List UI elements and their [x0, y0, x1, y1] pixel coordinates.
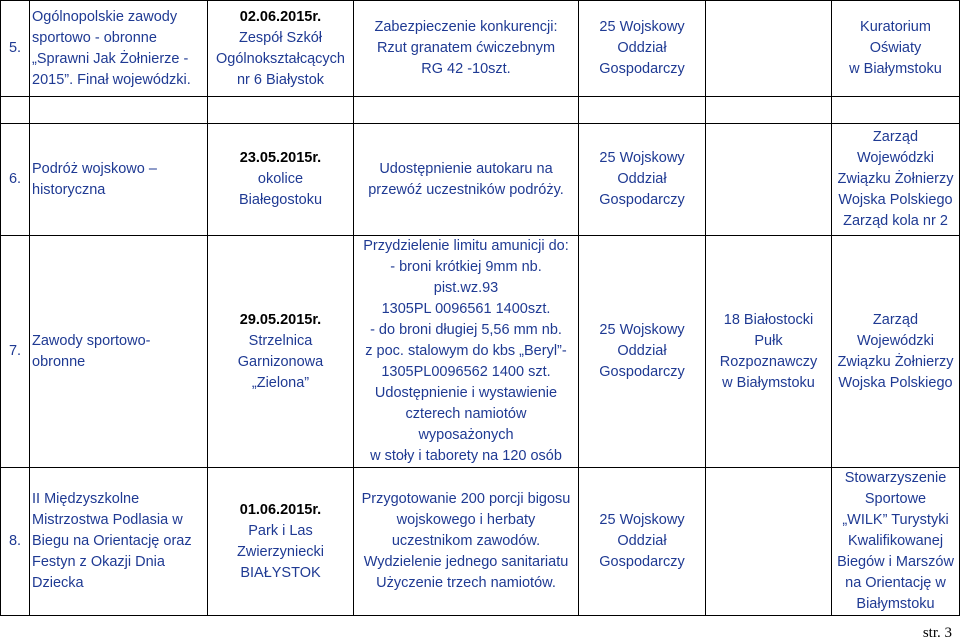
support-task: [354, 1, 579, 97]
organizer-line: Stowarzyszenie: [844, 470, 947, 486]
supporting-unit-line: 25 Wojskowy: [599, 150, 685, 166]
supporting-unit-line: Gospodarczy: [599, 364, 685, 380]
organizer-line: Zarząd: [872, 311, 919, 328]
separator-cell: [579, 97, 706, 124]
organizer: [832, 468, 960, 616]
table-row: [1, 468, 960, 616]
event-name-line: historyczna: [32, 181, 106, 198]
support-task-line: Użyczenie trzech namiotów.: [376, 575, 556, 591]
organizer-line: na Orientację w: [845, 575, 946, 591]
event-date: 29.05.2015r.: [239, 311, 322, 328]
event-name-line: Ogólnopolskie zawody: [32, 8, 178, 25]
support-task-line: Wydzielenie jednego sanitariatu: [363, 554, 569, 570]
supporting-unit-line: Oddział: [617, 343, 667, 359]
organizer-line: Kwalifikowanej: [847, 533, 944, 549]
organizer-line: Zarząd kola nr 2: [843, 213, 948, 229]
event-date: 01.06.2015r.: [239, 501, 322, 518]
support-task: [354, 236, 579, 468]
event-name-line: Zawody sportowo-: [32, 332, 151, 349]
separator-cell: [832, 97, 960, 124]
organizer-line: Wojewódzki: [856, 332, 935, 349]
organizer-line: Oświaty: [869, 40, 922, 56]
row-number: 7.: [1, 236, 30, 468]
support-task-line: Przygotowanie 200 porcji bigosu: [361, 491, 571, 507]
separator-cell: [208, 97, 354, 124]
event-date: 02.06.2015r.: [239, 8, 322, 25]
event-date-place: [208, 1, 354, 97]
supporting-unit: [579, 124, 706, 236]
support-task-line: z poc. stalowym do kbs „Beryl”-: [365, 343, 567, 359]
supporting-unit-line: Oddział: [617, 171, 667, 187]
event-place-line: Zespół Szkół: [238, 29, 322, 46]
supporting-unit-line: Gospodarczy: [599, 192, 685, 208]
event-date-place: [208, 124, 354, 236]
separator-cell: [354, 97, 579, 124]
event-name-line: II Międzyszkolne: [32, 491, 140, 507]
organizer: [832, 1, 960, 97]
support-task-line: Zabezpieczenie konkurencji:: [374, 19, 558, 35]
partner-unit-line: Pułk: [754, 332, 783, 349]
organizer-line: Wojska Polskiego: [838, 374, 953, 391]
support-task-line: 1305PL0096562 1400 szt.: [381, 364, 551, 380]
event-name: [30, 468, 208, 616]
event-name-line: „Sprawni Jak Żołnierze -: [32, 50, 189, 67]
support-task-line: Udostępnienie i wystawienie: [374, 385, 558, 401]
event-place-line: „Zielona”: [251, 374, 310, 391]
event-date-place: [208, 236, 354, 468]
event-name-line: Festyn z Okazji Dnia: [32, 554, 165, 570]
event-date: 23.05.2015r.: [239, 150, 322, 166]
supporting-unit-line: 25 Wojskowy: [599, 322, 685, 338]
table-row: [1, 1, 960, 97]
organizer-line: Sportowe: [864, 491, 927, 507]
support-task: [354, 124, 579, 236]
table-row: [1, 124, 960, 236]
event-name: [30, 1, 208, 97]
support-task-line: 1305PL 0096561 1400szt.: [381, 301, 551, 317]
supporting-unit: [579, 1, 706, 97]
event-name-line: Dziecka: [32, 575, 84, 591]
support-task-line: w stoły i taborety na 120 osób: [370, 448, 562, 464]
support-task-line: wojskowego i herbaty: [396, 512, 536, 528]
row-number: 8.: [1, 468, 30, 616]
partner-unit: [706, 124, 832, 236]
organizer-line: Biegów i Marszów: [837, 554, 954, 570]
support-task-line: Rzut granatem ćwiczebnym: [376, 40, 556, 56]
page-number: str. 3: [922, 625, 952, 641]
event-place-line: Strzelnica: [248, 332, 313, 349]
row-number: 5.: [1, 1, 30, 97]
support-task-line: - do broni długiej 5,56 mm nb.: [370, 322, 562, 338]
separator-cell: [706, 97, 832, 124]
separator-cell: [30, 97, 208, 124]
organizer: [832, 124, 960, 236]
organizer-line: Zarząd: [872, 129, 919, 145]
supporting-unit: [579, 468, 706, 616]
supporting-unit-line: Gospodarczy: [599, 554, 685, 570]
event-date-place: [208, 468, 354, 616]
organizer-line: Kuratorium: [860, 19, 931, 35]
separator-cell: [1, 97, 30, 124]
organizer-line: Białymstoku: [856, 596, 935, 612]
supporting-unit-line: Oddział: [617, 40, 667, 56]
support-task-line: Przydzielenie limitu amunicji do:: [363, 238, 569, 254]
partner-unit: [706, 1, 832, 97]
supporting-unit-line: Gospodarczy: [599, 61, 685, 77]
event-place-line: okolice: [257, 171, 304, 187]
organizer-line: Wojska Polskiego: [838, 192, 953, 208]
event-name-line: 2015”. Finał wojewódzki.: [32, 71, 191, 88]
support-task-line: uczestnikom zawodów.: [391, 533, 541, 549]
event-name-line: Podróż wojskowo –: [32, 160, 157, 177]
organizer: [832, 236, 960, 468]
event-place-line: BIAŁYSTOK: [240, 564, 321, 581]
event-name: [30, 124, 208, 236]
partner-unit: [706, 236, 832, 468]
event-name-line: obronne: [32, 353, 86, 370]
support-task-line: - broni krótkiej 9mm nb.: [390, 259, 542, 275]
event-name-line: sportowo - obronne: [32, 29, 157, 46]
supporting-unit-line: Oddział: [617, 533, 667, 549]
row-separator: [1, 97, 960, 124]
event-place-line: Garnizonowa: [237, 353, 324, 370]
event-place-line: Białegostoku: [238, 192, 323, 208]
support-task-line: czterech namiotów wyposażonych: [405, 406, 527, 443]
supporting-unit-line: 25 Wojskowy: [599, 512, 685, 528]
event-place-line: Park i Las: [248, 522, 313, 539]
organizer-line: Związku Żołnierzy: [837, 171, 954, 187]
support-task-line: przewóź uczestników podróży.: [368, 181, 564, 198]
support-task: [354, 468, 579, 616]
organizer-line: Związku Żołnierzy: [837, 353, 954, 370]
event-place-line: Ogólnokształcących: [216, 50, 345, 67]
partner-unit-line: 18 Białostocki: [723, 311, 814, 328]
support-task-line: RG 42 -10szt.: [421, 61, 511, 77]
table-row: [1, 236, 960, 468]
event-name-line: Mistrzostwa Podlasia w: [32, 512, 183, 528]
organizer-line: Wojewódzki: [856, 150, 935, 166]
organizer-line: „WILK” Turystyki: [842, 512, 949, 528]
event-name: [30, 236, 208, 468]
partner-unit: [706, 468, 832, 616]
supporting-unit-line: 25 Wojskowy: [599, 19, 685, 35]
support-task-line: pist.wz.93: [433, 280, 499, 296]
supporting-unit: [579, 236, 706, 468]
partner-unit-line: Rozpoznawczy: [719, 353, 818, 370]
row-number: 6.: [1, 124, 30, 236]
event-place-line: nr 6 Białystok: [236, 71, 325, 88]
partner-unit-line: w Białymstoku: [722, 374, 815, 391]
organizer-line: w Białymstoku: [849, 61, 942, 77]
support-task-line: Udostępnienie autokaru na: [379, 160, 553, 177]
event-place-line: Zwierzyniecki: [236, 543, 324, 560]
event-name-line: Biegu na Orientację oraz: [32, 533, 192, 549]
